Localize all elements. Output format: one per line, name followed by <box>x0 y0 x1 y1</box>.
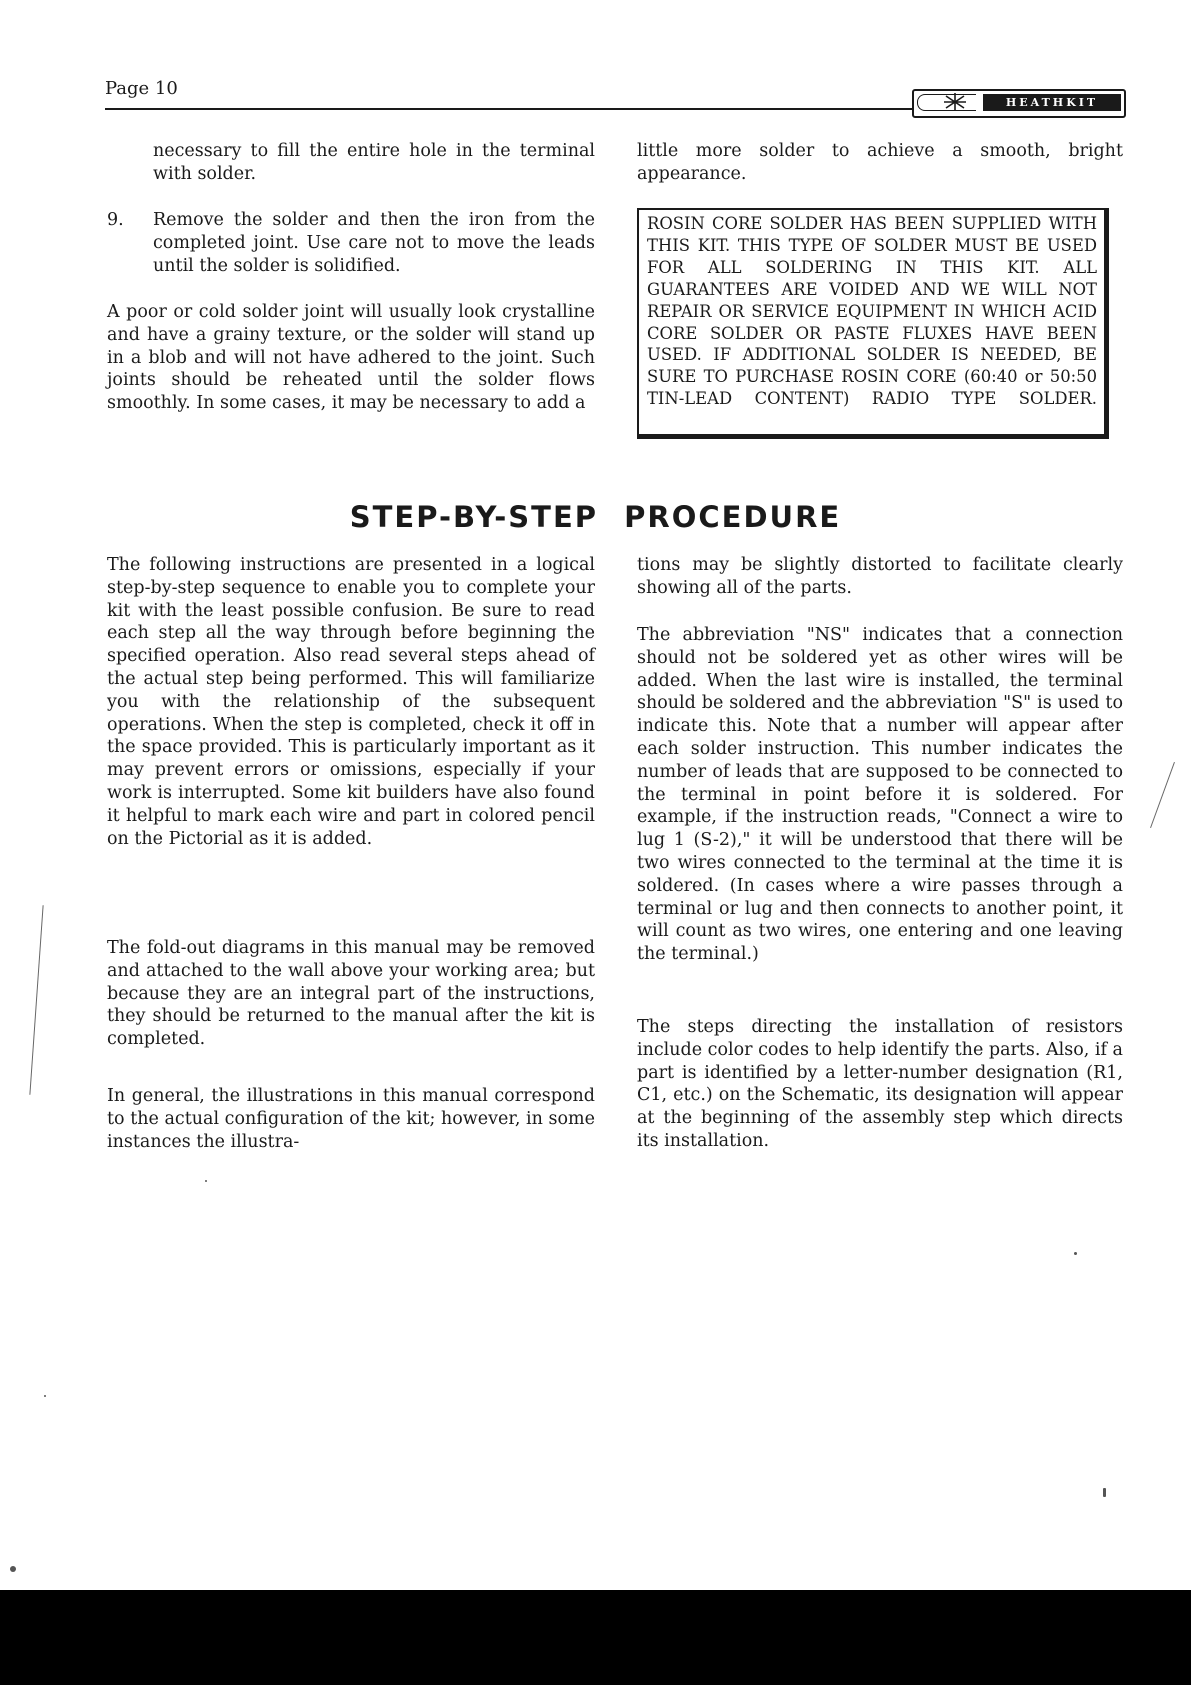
continuation-right: little more solder to achieve a smooth, bright appearance. <box>637 141 1123 184</box>
continuation-left: necessary to fill the entire hole in the terminal with solder. <box>153 141 595 184</box>
scan-speck <box>1103 1488 1106 1497</box>
cold-joint-paragraph: A poor or cold solder joint will usually look crystalline and have a grainy texture, or the solder will stand up in a blob and will not have adhered to the joint. Such joints should be reheated until the solder flows smoothly. In some cases, it may be necessary to add a <box>107 302 595 414</box>
section-title: STEP-BY-STEP PROCEDURE <box>349 500 842 534</box>
rosin-solder-notice: ROSIN CORE SOLDER HAS BEEN SUPPLIED WITH THIS KIT. THIS TYPE OF SOLDER MUST BE USED FOR ALL SOLDERING IN THIS KIT. ALL GUARANTEES ARE VOIDED AND WE WILL NOT REPAIR OR SERVICE EQUIPMENT IN WHICH ACID CORE SOLDER OR PASTE FLUXES HAVE BEEN USED. IF ADDITIONAL SOLDER IS NEEDED, BE SURE TO PURCHASE ROSIN CORE (60:40 or 50:50 TIN-LEAD CONTENT) RADIO TYPE SOLDER. <box>637 208 1109 439</box>
fold-out-paragraph: The fold-out diagrams in this manual may be removed and attached to the wall above your working area; but because they are an integral part of the instructions, they should be returned to the manual after the kit is completed. <box>107 938 595 1050</box>
step-text: Remove the solder and then the iron from the completed joint. Use care not to move the leads until the solder is solidified. <box>153 210 595 276</box>
resistors-paragraph: The steps directing the installation of resistors include color codes to help identify the parts. Also, if a part is identified by a letter-number designation (R1, C1, etc.) on the Schematic, its designation will appear at the beginning of the assembly step which directs its installation. <box>637 1017 1123 1151</box>
scan-bottom-band <box>0 1590 1191 1685</box>
brand-name: HEATHKIT <box>983 94 1121 111</box>
scan-speck <box>10 1566 16 1572</box>
scan-speck <box>1074 1252 1077 1255</box>
step-number: 9. <box>107 210 124 230</box>
abbreviation-paragraph: The abbreviation "NS" indicates that a connection should not be soldered yet as other wires will be added. When the last wire is installed, the terminal should be soldered and the abbreviation "S" is used to indicate this. Note that a number will appear after each solder instruction. This number indicates the number of leads that are supposed to be connected to the terminal in point before it is soldered. For example, if the instruction reads, "Connect a wire to lug 1 (S-2)," it will be understood that there will be two wires connected to the terminal at the time it is soldered. (In cases where a wire passes through a terminal or lug and then connects to another point, it will count as two wires, one entering and one leaving the terminal.) <box>637 625 1123 965</box>
step-9 <box>107 209 595 277</box>
page-number: Page 10 <box>105 78 178 99</box>
scan-speck <box>205 1180 207 1182</box>
scan-mark <box>1150 762 1175 828</box>
illustrations-paragraph: In general, the illustrations in this manual correspond to the actual configuration of the kit; however, in some instances the illustra- <box>107 1086 595 1152</box>
scan-speck <box>44 1395 46 1397</box>
scan-mark <box>29 905 43 1095</box>
heathkit-logo <box>912 89 1126 118</box>
emblem-icon <box>917 94 976 111</box>
distortion-paragraph: tions may be slightly distorted to facilitate clearly showing all of the parts. <box>637 555 1123 598</box>
header-rule <box>105 108 1010 110</box>
intro-paragraph: The following instructions are presented in a logical step-by-step sequence to enable you to complete your kit with the least possible confusion. Be sure to read each step all the way through before beginning the specified operation. Also read several steps ahead of the actual step being performed. This will familiarize you with the relationship of the subsequent operations. When the step is completed, check it off in the space provided. This is particularly important as it may prevent errors or omissions, especially if your work is interrupted. Some kit builders have also found it helpful to mark each wire and part in colored pencil on the Pictorial as it is added. <box>107 555 595 849</box>
